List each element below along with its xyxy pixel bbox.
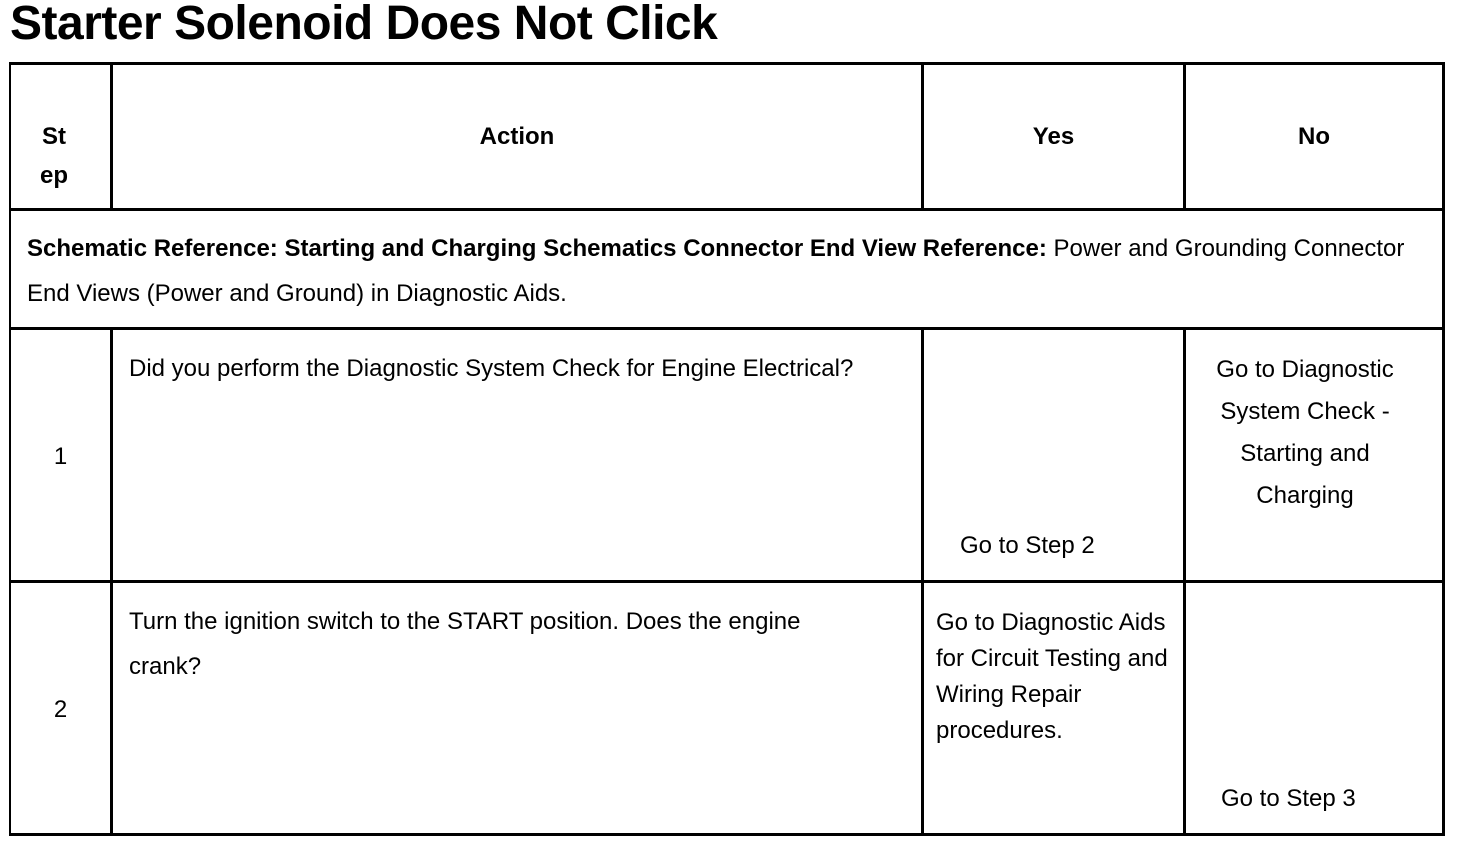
- row1-yes: Go to Step 2: [960, 532, 1095, 559]
- reference-text: Power and Grounding Connector End Views (Power and Ground) in Diagnostic Aids.: [27, 235, 1405, 307]
- row1-step: 1: [53, 443, 68, 470]
- header-bottom-border: [9, 208, 1445, 211]
- table-top-border: [9, 62, 1445, 65]
- row2-action: Turn the ignition switch to the START position. Does the engine crank?: [129, 608, 801, 680]
- row2-step: 2: [53, 696, 68, 723]
- page-title: Starter Solenoid Does Not Click: [10, 0, 718, 50]
- row2-no: Go to Step 3: [1221, 785, 1356, 812]
- header-action: Action: [479, 123, 555, 150]
- schematic-reference: [27, 226, 1427, 316]
- step-column-divider: [110, 328, 113, 836]
- header-yes: Yes: [1032, 123, 1075, 150]
- header-no: No: [1298, 123, 1330, 150]
- row2-yes: Go to Diagnostic Aids for Circuit Testing and Wiring Repair procedures.: [936, 609, 1168, 744]
- table-right-border: [1442, 62, 1445, 836]
- reference-bottom-border: [9, 327, 1445, 330]
- header-step: St ep: [39, 123, 68, 189]
- row1-bottom-border: [9, 580, 1445, 583]
- table-bottom-border: [9, 833, 1445, 836]
- reference-bold-text: Schematic Reference: Starting and Charging Schematics Connector End View Reference:: [27, 235, 1047, 262]
- action-column-divider: [921, 328, 924, 836]
- row1-no: Go to Diagnostic System Check - Starting and Charging: [1216, 356, 1394, 509]
- row1-action: Did you perform the Diagnostic System Check for Engine Electrical?: [129, 355, 854, 382]
- yes-column-divider: [1183, 328, 1186, 836]
